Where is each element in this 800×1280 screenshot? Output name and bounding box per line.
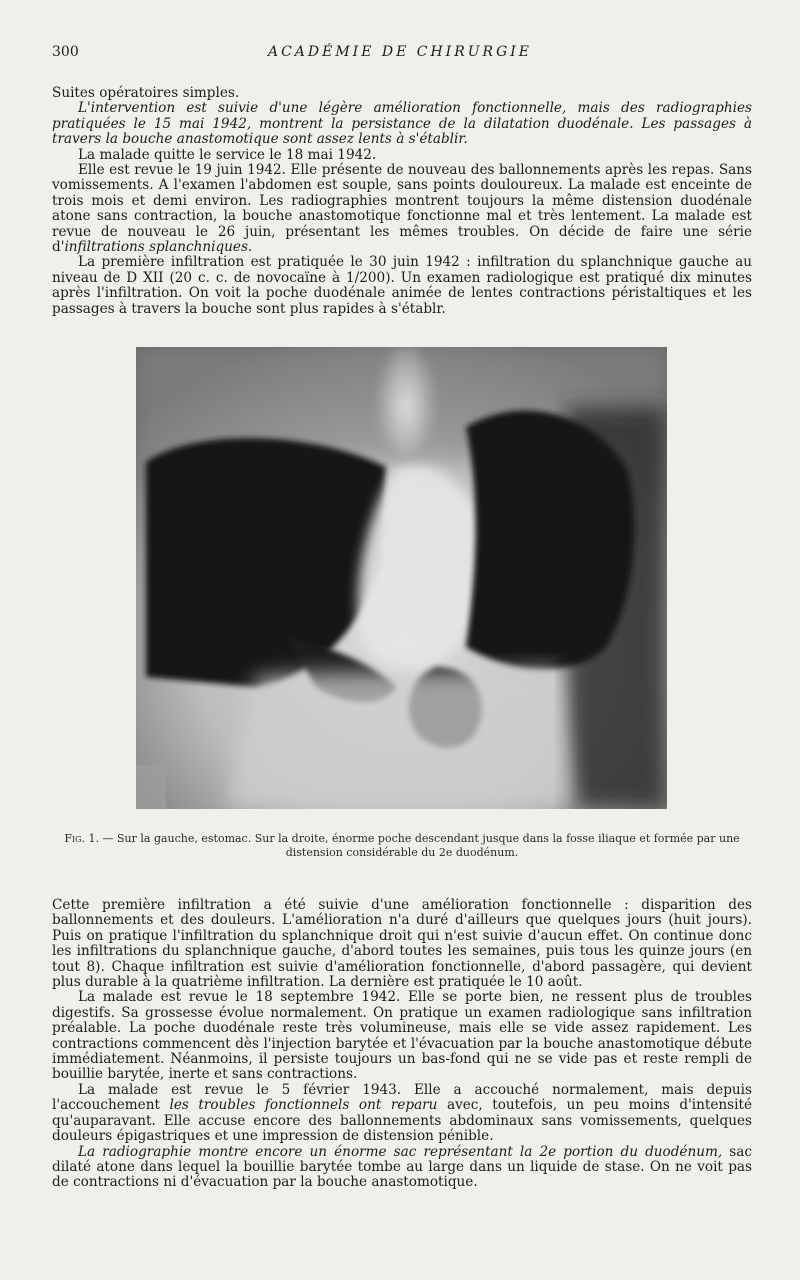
- radiograph-figure: [136, 347, 667, 809]
- top-text-block: [52, 86, 752, 317]
- bottom-text-block: [52, 898, 752, 1191]
- text-span: La malade est revue le 5 février 1943. Elle a accouché normalement, mais depuis l'accouchement: [52, 1081, 752, 1114]
- paragraph: [52, 148, 752, 163]
- paragraph: [52, 163, 752, 255]
- caption-label: Fig. 1.: [64, 832, 99, 845]
- paragraph: [52, 1083, 752, 1145]
- text-span: Suites opératoires simples.: [52, 85, 240, 101]
- text-span: Elle est revue le 19 juin 1942. Elle présente de nouveau des ballonnements après les repas. Sans vomissements. A l'examen l'abdomen est souple, sans points douloureux. La malade est enceinte de trois mois et demi environ. Les radiographies montrent toujours la même distension duodénale atone sans contraction, la bouche anastomotique fonctionne mal et très lentement. La malade est revue de nouveau le 26 juin, présentant les mêmes troubles. On décide de faire une série d': [52, 162, 752, 256]
- running-title: ACADÉMIE DE CHIRURGIE: [267, 44, 533, 60]
- italic-span: L'intervention est suivie d'une légère amélioration fonctionnelle, mais des radiographies pratiquées le 15 mai 1942, montrent la persistance de la dilatation duodénale. Les passages à travers la bouche anastomotique sont assez lents à s'établir.: [52, 100, 752, 148]
- radiograph-image: [136, 347, 667, 809]
- italic-span: La radiographie montre encore un énorme sac représentant la 2e portion du duodénum,: [78, 1143, 723, 1160]
- paragraph: [52, 101, 752, 147]
- paragraph: [52, 1145, 752, 1191]
- italic-span: les troubles fonctionnels ont reparu: [169, 1097, 438, 1114]
- page-header: [52, 44, 748, 66]
- italic-span: infiltrations splanchniques.: [64, 239, 253, 256]
- caption-text: — Sur la gauche, estomac. Sur la droite, énorme poche descendant jusque dans la fosse iliaque et formée par une distension considérable du 2e duodénum.: [99, 832, 740, 859]
- text-span: sac dilaté atone dans lequel la bouillie barytée tombe au large dans un liquide de stase. On ne voit pas de contractions ni d'évacuation par la bouche anastomotique.: [52, 1143, 753, 1191]
- paragraph: [52, 898, 752, 990]
- text-span: La première infiltration est pratiquée le 30 juin 1942 : infiltration du splanchnique gauche au niveau de D XII (20 c. c. de novocaïne à 1/200). Un examen radiologique est pratiqué dix minutes après l'infiltration. On voit la poche duodénale animée de lentes contractions péristaltiques et les passages à travers la bouche sont plus rapides à s'établr.: [52, 254, 752, 317]
- figure-caption: [52, 832, 752, 860]
- text-span: La malade est revue le 18 septembre 1942. Elle se porte bien, ne ressent plus de troubles digestifs. Sa grossesse évolue normalement. On pratique un examen radiologique sans infiltration préalable. La poche duodénale reste très volumineuse, mais elle se vide assez rapidement. Les contractions commencent dès l'injection barytée et l'évacuation par la bouche anastomotique débute immédiatement. Néanmoins, il persiste toujours un bas-fond qui ne se vide pas et reste rempli de bouillie barytée, inerte et sans contractions.: [52, 989, 752, 1083]
- page-number: 300: [52, 44, 79, 60]
- paragraph: [52, 255, 752, 317]
- text-span: Cette première infiltration a été suivie d'une amélioration fonctionnelle : disparition des ballonnements et des douleurs. L'amélioration n'a duré d'ailleurs que quelques jours (huit jours). Puis on pratique l'infiltration du splanchnique droit qui n'est suivie d'aucun effet. On continue donc les infiltrations du splanchnique gauche, d'abord toutes les semaines, puis tous les quinze jours (en tout 8). Chaque infiltration est suivie d'amélioration fonctionnelle, d'abord passagère, qui devient plus durable à la quatrième infiltration. La dernière est pratiquée le 10 août.: [52, 897, 752, 991]
- text-span: La malade quitte le service le 18 mai 1942.: [78, 146, 377, 163]
- paragraph: [52, 990, 752, 1082]
- paragraph: [52, 86, 752, 101]
- text-span: avec, toutefois, un peu moins d'intensité qu'auparavant. Elle accuse encore des ballonnements abdominaux sans vomissements, quelques douleurs épigastriques et une impression de distension pénible.: [52, 1097, 752, 1145]
